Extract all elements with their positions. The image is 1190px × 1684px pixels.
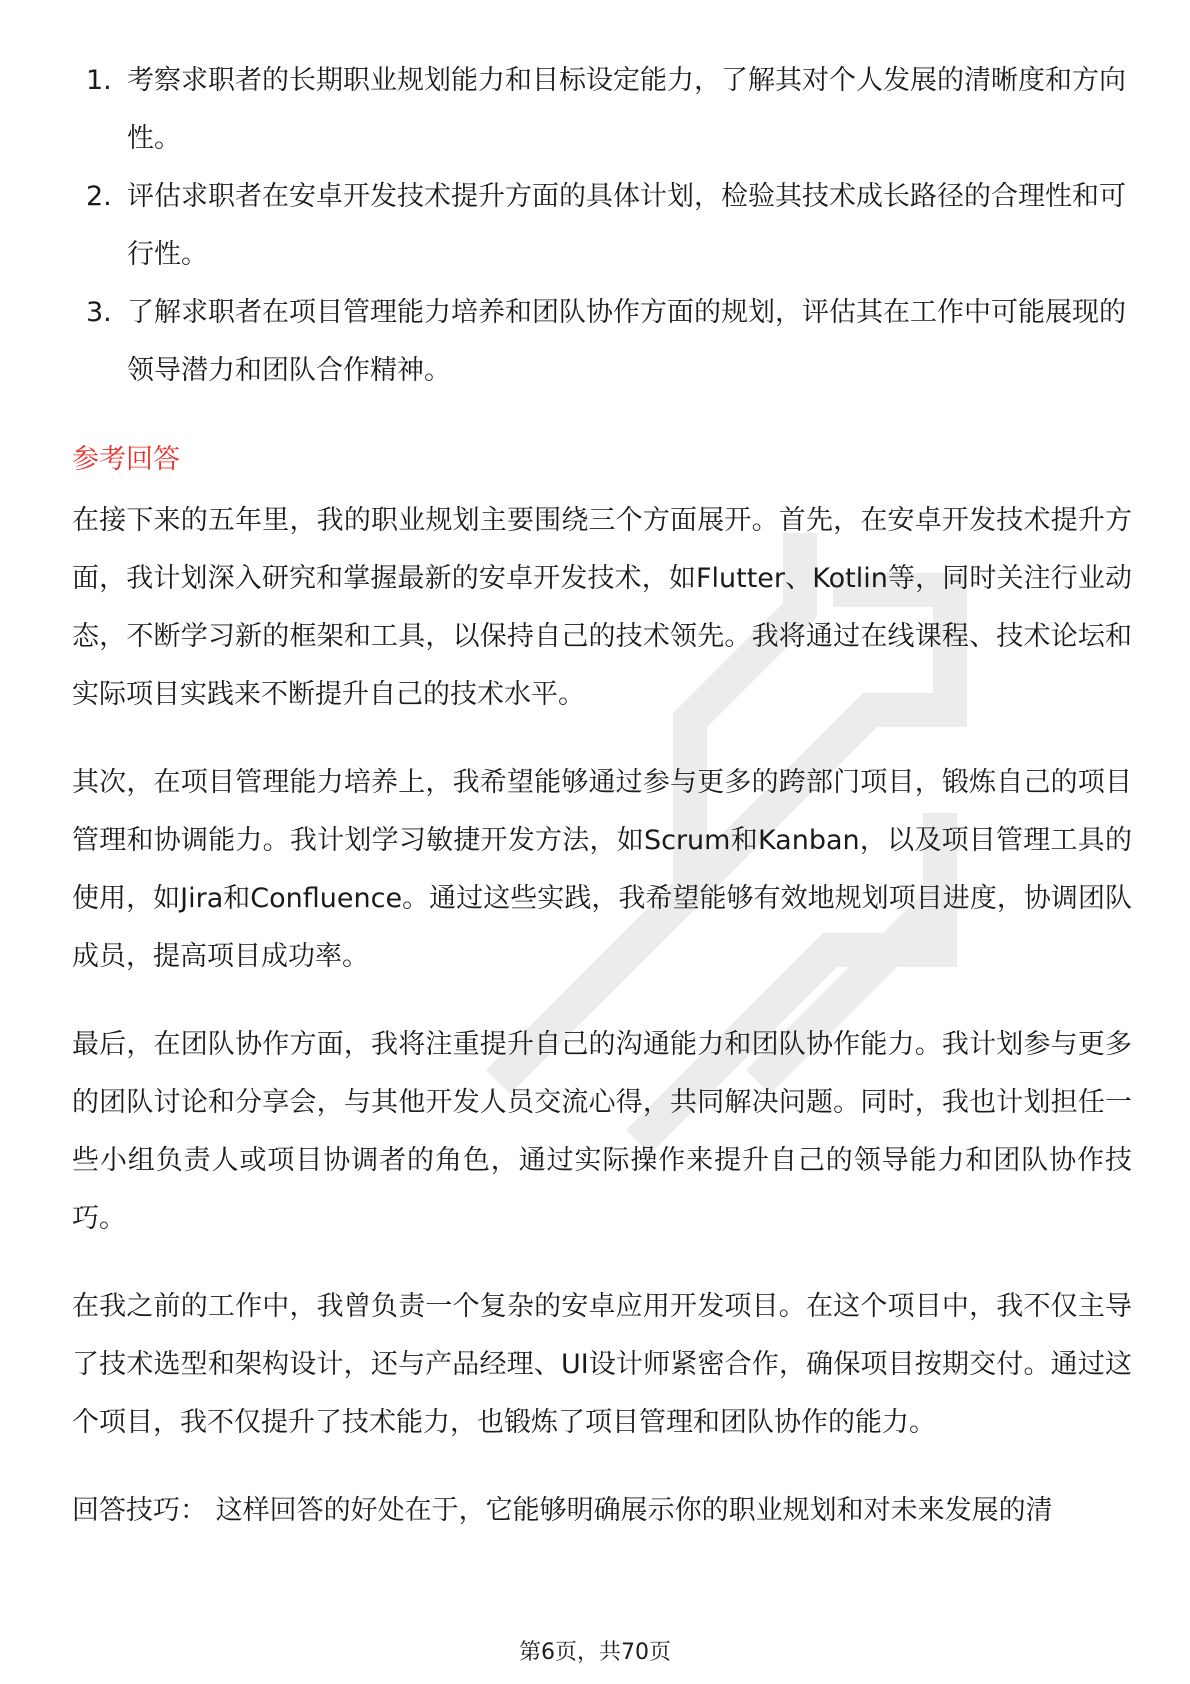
answer-tip: 回答技巧： 这样回答的好处在于，它能够明确展示你的职业规划和对未来发展的清 [72,1495,1053,1526]
list-item-number: 3. [86,297,112,328]
list-item [72,168,1132,284]
page-content [72,52,1132,1570]
assessment-points-list [72,52,1132,400]
answer-paragraph: 在我之前的工作中，我曾负责一个复杂的安卓应用开发项目。在这个项目中，我不仅主导了技术选型和架构设计，还与产品经理、UI设计师紧密合作，确保项目按期交付。通过这个项目，我不仅提升了技术能力，也锻炼了项目管理和团队协作的能力。 [72,1291,1132,1438]
list-item-number: 2. [86,181,112,212]
list-item-number: 1. [86,65,112,96]
answer-paragraph: 最后，在团队协作方面，我将注重提升自己的沟通能力和团队协作能力。我计划参与更多的团队讨论和分享会，与其他开发人员交流心得，共同解决问题。同时，我也计划担任一些小组负责人或项目协调者的角色，通过实际操作来提升自己的领导能力和团队协作技巧。 [72,1029,1132,1234]
list-item-text: 了解求职者在项目管理能力培养和团队协作方面的规划，评估其在工作中可能展现的领导潜力和团队合作精神。 [127,297,1126,386]
answer-paragraph: 在接下来的五年里，我的职业规划主要围绕三个方面展开。首先，在安卓开发技术提升方面，我计划深入研究和掌握最新的安卓开发技术，如Flutter、Kotlin等，同时关注行业动态，不断学习新的框架和工具，以保持自己的技术领先。我将通过在线课程、技术论坛和实际项目实践来不断提升自己的技术水平。 [72,505,1132,710]
list-item-text: 评估求职者在安卓开发技术提升方面的具体计划，检验其技术成长路径的合理性和可行性。 [127,181,1126,270]
reference-answer-heading: 参考回答 [72,444,180,475]
list-item [72,52,1132,168]
list-item [72,284,1132,400]
list-item-text: 考察求职者的长期职业规划能力和目标设定能力，了解其对个人发展的清晰度和方向性。 [127,65,1126,154]
answer-paragraph: 其次，在项目管理能力培养上，我希望能够通过参与更多的跨部门项目，锻炼自己的项目管理和协调能力。我计划学习敏捷开发方法，如Scrum和Kanban，以及项目管理工具的使用，如Jira和Confluence。通过这些实践，我希望能够有效地规划项目进度，协调团队成员，提高项目成功率。 [72,767,1132,972]
page-number-footer: 第6页，共70页 [519,1640,671,1665]
